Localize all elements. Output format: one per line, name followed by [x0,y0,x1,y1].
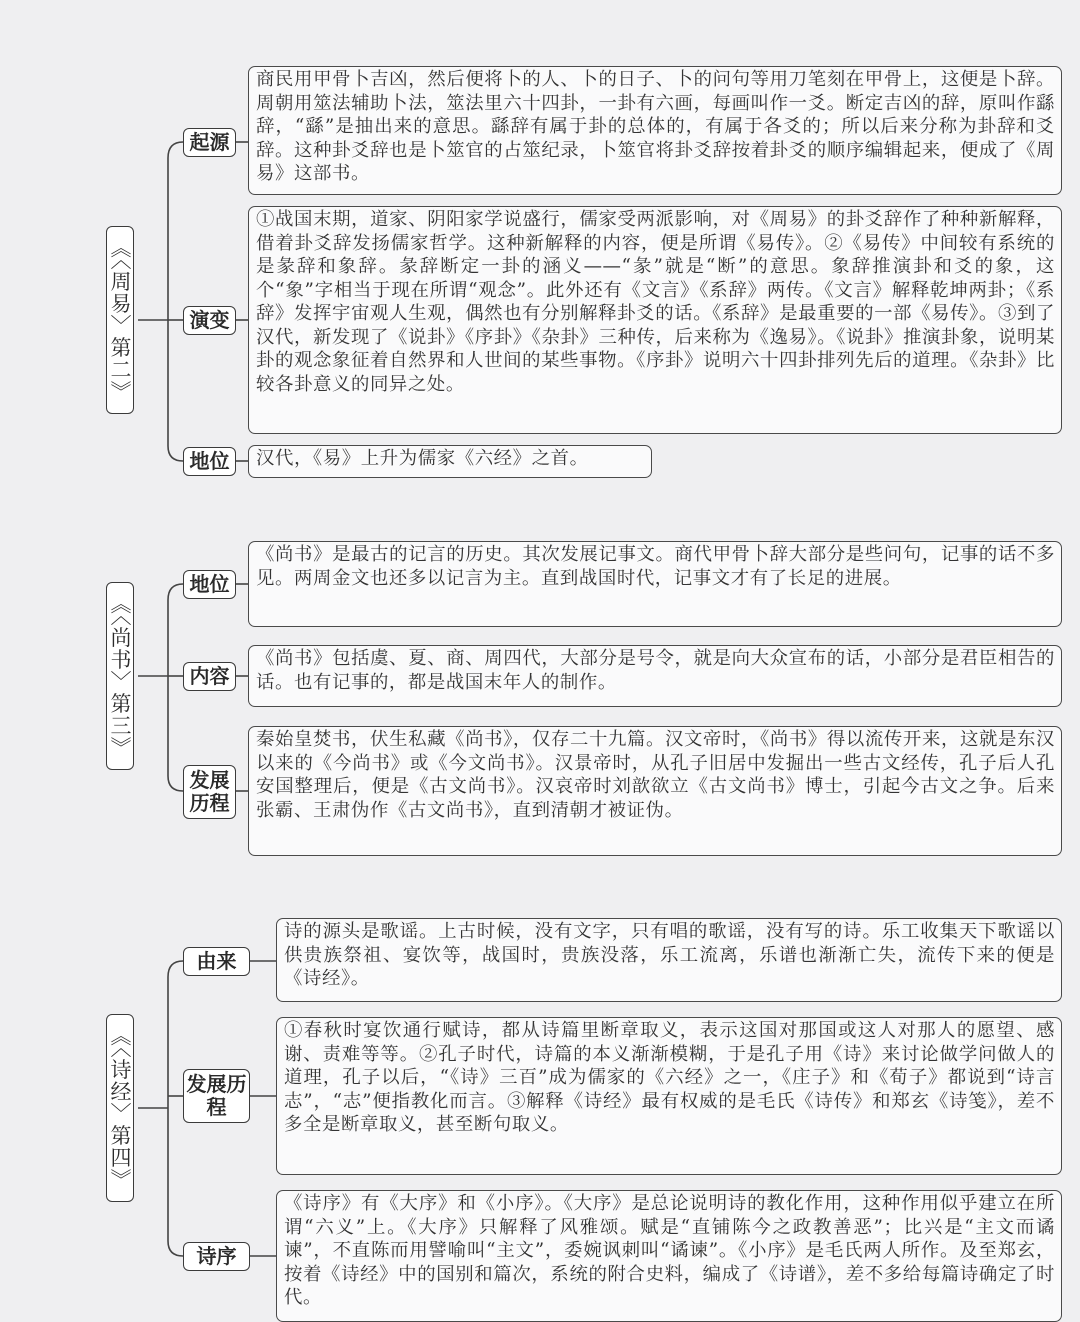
branch-text-origin-2: 诗的源头是歌谣。上古时候，没有文字，只有唱的歌谣，没有写的诗。乐工收集天下歌谣以供贵族祭祖、宴饮等，战国时，贵族没落，乐工流离，乐谱也渐渐亡失，流传下来的便是《诗经》。 [276,918,1062,1002]
section-title-zhouyi: 《〈周易〉第二》 [106,226,134,414]
branch-label-origin: 起源 [183,128,236,157]
branch-label-origin-2: 由来 [183,947,250,976]
branch-label-status: 地位 [183,447,236,476]
branch-text-content: 《尚书》包括虞、夏、商、周四代，大部分是号令，就是向大众宣布的话，小部分是君臣相告的话。也有记事的，都是战国末年人的制作。 [248,645,1062,707]
branch-label-history-2: 发展历程 [183,1069,250,1123]
branch-label-preface: 诗序 [183,1242,250,1271]
branch-text-origin: 商民用甲骨卜吉凶，然后便将卜的人、卜的日子、卜的问句等用刀笔刻在甲骨上，这便是卜辞。周朝用筮法辅助卜法，筮法里六十四卦，一卦有六画，每画叫作一爻。断定吉凶的辞，原叫作繇辞，“繇”是抽出来的意思。繇辞有属于卦的总体的，有属于各爻的；所以后来分称为卦辞和爻辞。这种卦爻辞也是卜筮官的占筮纪录，卜筮官将卦爻辞按着卦爻的顺序编辑起来，便成了《周易》这部书。 [248,66,1062,195]
branch-text-preface: 《诗序》有《大序》和《小序》。《大序》是总论说明诗的教化作用，这种作用似乎建立在所谓“六义”上。《大序》只解释了风雅颂。赋是“直铺陈今之政教善恶”；比兴是“主文而谲谏”，不直陈而用譬喻叫“主文”，委婉讽刺叫“谲谏”。《小序》是毛氏两人所作。及至郑玄，按着《诗经》中的国别和篇次，系统的附合史料，编成了《诗谱》，差不多给每篇诗确定了时代。 [276,1190,1062,1322]
section-title-shangshu: 《〈尚书〉第三》 [106,582,134,770]
branch-label-status-2: 地位 [183,570,236,599]
branch-label-evolution: 演变 [183,306,236,335]
branch-text-history: 秦始皇焚书，伏生私藏《尚书》，仅存二十九篇。汉文帝时，《尚书》得以流传开来，这就是东汉以来的《今尚书》或《今文尚书》。汉景帝时，从孔子旧居中发掘出一些古文经传，孔子后人孔安国整理后，便是《古文尚书》。汉哀帝时刘歆欲立《古文尚书》博士，引起今古文之争。后来张霸、王肃伪作《古文尚书》，直到清朝才被证伪。 [248,726,1062,856]
branch-text-evolution: ①战国末期，道家、阴阳家学说盛行，儒家受两派影响，对《周易》的卦爻辞作了种种新解释，借着卦爻辞发扬儒家哲学。这种新解释的内容，便是所谓《易传》。②《易传》中间较有系统的是彖辞和象辞。彖辞断定一卦的涵义——“彖”就是“断”的意思。象辞推演卦和爻的象，这个“象”字相当于现在所谓“观念”。此外还有《文言》《系辞》两传。《文言》解释乾坤两卦；《系辞》发挥宇宙观人生观，偶然也有分别解释卦爻的话。《系辞》是最重要的一部《易传》。③到了汉代，新发现了《说卦》《序卦》《杂卦》三种传，后来称为《逸易》。《说卦》推演卦象，说明某卦的观念象征着自然界和人世间的某些事物。《序卦》说明六十四卦排列先后的道理。《杂卦》比较各卦意义的同异之处。 [248,206,1062,434]
branch-text-history-2: ①春秋时宴饮通行赋诗，都从诗篇里断章取义，表示这国对那国或这人对那人的愿望、感谢、责难等等。②孔子时代，诗篇的本义渐渐模糊，于是孔子用《诗》来讨论做学问做人的道理，孔子以后，“《诗》三百”成为儒家的《六经》之一，《庄子》和《荀子》都说到“诗言志”，“志”便指教化而言。③解释《诗经》最有权威的是毛氏《诗传》和郑玄《诗笺》，差不多全是断章取义，甚至断句取义。 [276,1017,1062,1175]
section-title-shijing: 《〈诗经〉第四》 [106,1014,134,1202]
branch-label-content: 内容 [183,662,236,691]
branch-label-history: 发展历程 [183,765,236,819]
branch-text-status: 汉代，《易》上升为儒家《六经》之首。 [248,445,652,478]
branch-text-status-2: 《尚书》是最古的记言的历史。其次发展记事文。商代甲骨卜辞大部分是些问句，记事的话不多见。两周金文也还多以记言为主。直到战国时代，记事文才有了长足的进展。 [248,541,1062,627]
